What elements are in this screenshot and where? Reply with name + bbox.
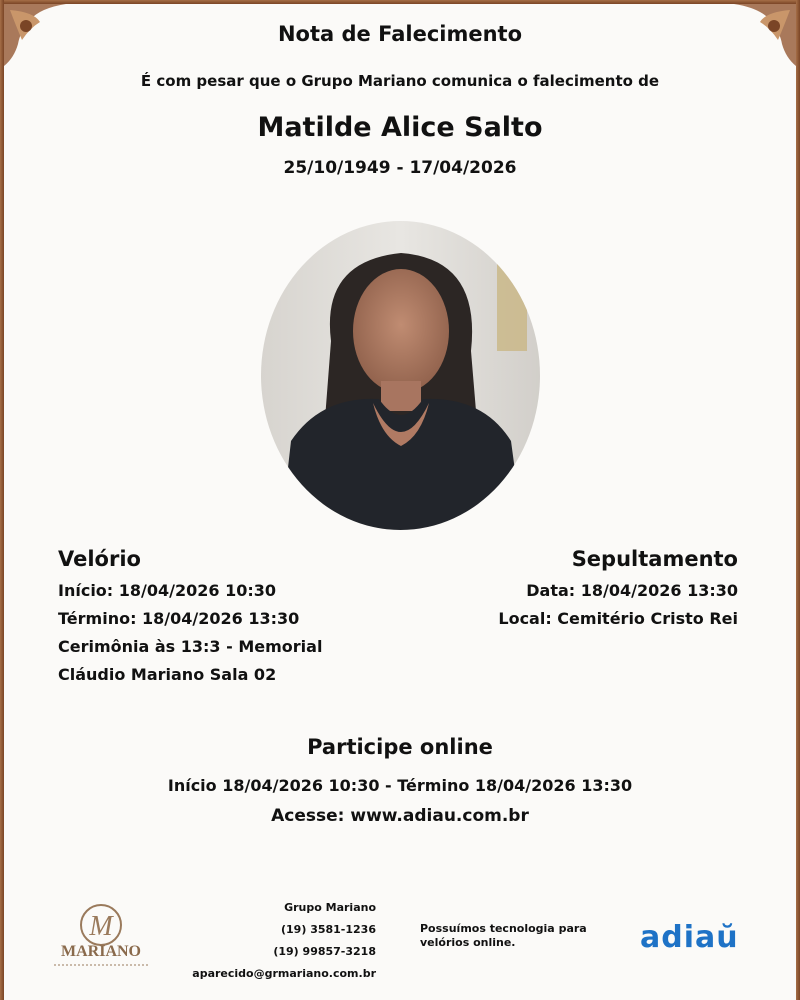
phone-1[interactable]: (19) 3581-1236 [281, 923, 376, 936]
mariano-logo [46, 903, 156, 973]
contact-info [192, 897, 376, 985]
velorio-ceremony: Cerimônia às 13:3 - Memorial [58, 637, 323, 656]
notice-subtitle: É com pesar que o Grupo Mariano comunica o falecimento de [140, 72, 660, 90]
velorio-section [58, 547, 388, 689]
velorio-end: Término: 18/04/2026 13:30 [58, 609, 300, 628]
frame-border-right [796, 0, 800, 1000]
velorio-start: Início: 18/04/2026 10:30 [58, 581, 277, 600]
deceased-name: Matilde Alice Salto [257, 112, 543, 143]
velorio-location: Cláudio Mariano Sala 02 [58, 665, 277, 684]
svg-text:MARIANO: MARIANO [61, 943, 141, 960]
mariano-logo-icon [46, 903, 156, 973]
frame-border-left [0, 0, 4, 1000]
company-name: Grupo Mariano [284, 901, 376, 914]
sepultamento-date: Data: 18/04/2026 13:30 [526, 581, 738, 600]
velorio-title: Velório [58, 547, 141, 571]
phone-2[interactable]: (19) 99857-3218 [273, 945, 376, 958]
adiau-logo: adiaŭ [640, 920, 739, 955]
tech-line-1: Possuímos tecnologia para [420, 922, 587, 935]
online-times: Início 18/04/2026 10:30 - Término 18/04/2026 13:30 [167, 776, 633, 795]
notice-title: Nota de Falecimento [277, 22, 523, 46]
tech-notice [420, 922, 587, 950]
sepultamento-title: Sepultamento [571, 547, 738, 571]
portrait-image-icon [261, 221, 540, 530]
svg-text:M: M [89, 911, 113, 942]
life-dates: 25/10/1949 - 17/04/2026 [283, 158, 517, 178]
frame-border-top [0, 0, 800, 4]
deceased-portrait [261, 221, 540, 530]
sepultamento-location: Local: Cemitério Cristo Rei [498, 609, 738, 628]
sepultamento-section [408, 547, 738, 633]
online-access-link[interactable]: Acesse: www.adiau.com.br [271, 806, 529, 826]
online-title: Participe online [307, 735, 493, 759]
email-link[interactable]: aparecido@grmariano.com.br [192, 967, 376, 980]
tech-line-2: velórios online. [420, 936, 516, 949]
